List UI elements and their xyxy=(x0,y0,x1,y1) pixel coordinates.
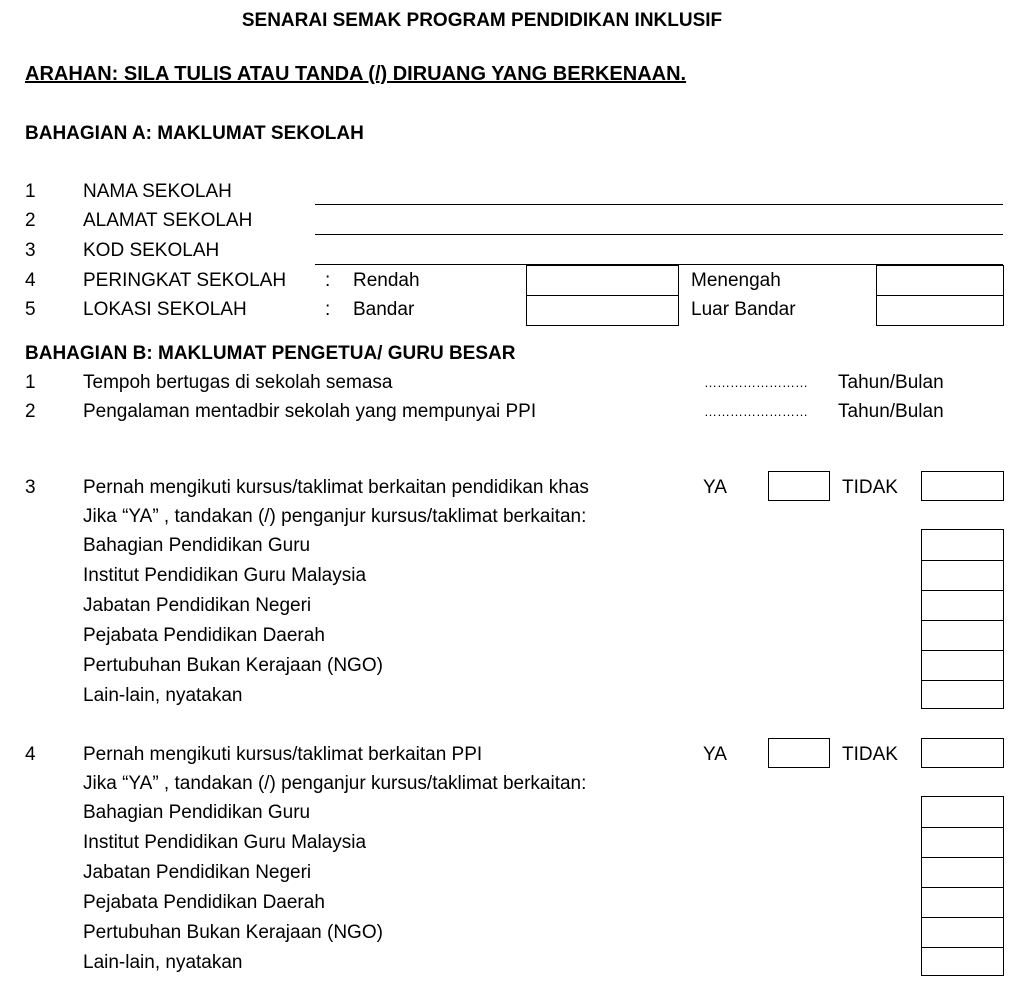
a4-option-rendah: Rendah xyxy=(353,270,420,291)
q3-option: Bahagian Pendidikan Guru xyxy=(83,535,311,556)
q3-number: 3 xyxy=(25,477,36,498)
q4-no-label: TIDAK xyxy=(842,744,898,765)
q3-organizer-checkbox[interactable] xyxy=(922,530,1003,560)
q4-option: Jabatan Pendidikan Negeri xyxy=(83,862,312,883)
instruction-heading: ARAHAN: SILA TULIS ATAU TANDA (/) DIRUANG YANG BERKENAAN. xyxy=(25,63,687,85)
q4-number: 4 xyxy=(25,744,36,765)
a5-option-luar-bandar: Luar Bandar xyxy=(691,299,796,320)
a5-colon: : xyxy=(325,299,331,320)
q4-organizer-checkbox[interactable] xyxy=(922,887,1003,917)
checkbox-luar-bandar[interactable] xyxy=(876,295,1004,326)
q3-organizer-checkbox[interactable] xyxy=(922,560,1003,590)
a5-label: LOKASI SEKOLAH xyxy=(83,299,247,320)
q3-no-label: TIDAK xyxy=(842,477,898,498)
b2-number: 2 xyxy=(25,401,36,422)
q4-organizer-checkbox[interactable] xyxy=(922,797,1003,827)
q4-option: Lain-lain, nyatakan xyxy=(83,952,243,973)
b1-dots-field[interactable]: …………………… xyxy=(704,375,808,390)
b2-unit: Tahun/Bulan xyxy=(838,401,944,422)
a1-label: NAMA SEKOLAH xyxy=(83,181,232,202)
a4-option-menengah: Menengah xyxy=(691,270,781,291)
checkbox-rendah[interactable] xyxy=(526,265,679,296)
a3-number: 3 xyxy=(25,240,36,261)
q4-no-checkbox[interactable] xyxy=(921,738,1004,768)
q4-yes-checkbox[interactable] xyxy=(768,738,830,768)
q4-option: Pejabata Pendidikan Daerah xyxy=(83,892,325,913)
q4-yes-label: YA xyxy=(703,744,727,765)
checkbox-bandar[interactable] xyxy=(526,295,679,326)
q3-option: Lain-lain, nyatakan xyxy=(83,685,243,706)
a4-number: 4 xyxy=(25,270,36,291)
a1-number: 1 xyxy=(25,181,36,202)
a4-colon: : xyxy=(325,270,331,291)
q3-option: Pertubuhan Bukan Kerajaan (NGO) xyxy=(83,655,383,676)
q3-followup: Jika “YA” , tandakan (/) penganjur kursus/taklimat berkaitan: xyxy=(83,506,587,527)
q3-question: Pernah mengikuti kursus/taklimat berkaitan pendidikan khas xyxy=(83,477,589,498)
b1-unit: Tahun/Bulan xyxy=(838,372,944,393)
a5-option-bandar: Bandar xyxy=(353,299,415,320)
q4-organizer-checkbox[interactable] xyxy=(922,827,1003,857)
q4-option: Bahagian Pendidikan Guru xyxy=(83,802,311,823)
a2-number: 2 xyxy=(25,210,36,231)
q4-organizer-checkbox[interactable] xyxy=(922,857,1003,887)
b1-number: 1 xyxy=(25,372,36,393)
a2-label: ALAMAT SEKOLAH xyxy=(83,210,253,231)
a4-label: PERINGKAT SEKOLAH xyxy=(83,270,287,291)
q4-option: Pertubuhan Bukan Kerajaan (NGO) xyxy=(83,922,383,943)
q3-option: Institut Pendidikan Guru Malaysia xyxy=(83,565,367,586)
q4-followup: Jika “YA” , tandakan (/) penganjur kursus/taklimat berkaitan: xyxy=(83,773,587,794)
school-name-field[interactable] xyxy=(315,204,1003,205)
a5-number: 5 xyxy=(25,299,36,320)
a3-label: KOD SEKOLAH xyxy=(83,240,220,261)
q3-yes-checkbox[interactable] xyxy=(768,471,830,501)
section-b-heading: BAHAGIAN B: MAKLUMAT PENGETUA/ GURU BESAR xyxy=(25,343,516,364)
q3-organizer-checkbox[interactable] xyxy=(922,620,1003,650)
section-a-heading: BAHAGIAN A: MAKLUMAT SEKOLAH xyxy=(25,123,364,144)
q3-organizer-checkbox[interactable] xyxy=(922,680,1003,710)
form-title: SENARAI SEMAK PROGRAM PENDIDIKAN INKLUSIF xyxy=(241,10,723,31)
q4-option: Institut Pendidikan Guru Malaysia xyxy=(83,832,367,853)
q4-organizer-checkboxes xyxy=(921,796,1004,976)
b2-dots-field[interactable]: …………………… xyxy=(704,404,808,419)
b1-label: Tempoh bertugas di sekolah semasa xyxy=(83,372,393,393)
q3-organizer-checkbox[interactable] xyxy=(922,650,1003,680)
q4-organizer-checkbox[interactable] xyxy=(922,947,1003,977)
b2-label: Pengalaman mentadbir sekolah yang mempunyai PPI xyxy=(83,401,537,422)
q3-organizer-checkbox[interactable] xyxy=(922,590,1003,620)
school-address-field[interactable] xyxy=(315,234,1003,235)
q3-organizer-checkboxes xyxy=(921,529,1004,709)
q3-option: Jabatan Pendidikan Negeri xyxy=(83,595,312,616)
q3-option: Pejabata Pendidikan Daerah xyxy=(83,625,325,646)
q3-no-checkbox[interactable] xyxy=(921,471,1004,501)
q4-question: Pernah mengikuti kursus/taklimat berkaitan PPI xyxy=(83,744,483,765)
q3-yes-label: YA xyxy=(703,477,727,498)
q4-organizer-checkbox[interactable] xyxy=(922,917,1003,947)
checkbox-menengah[interactable] xyxy=(876,265,1004,296)
